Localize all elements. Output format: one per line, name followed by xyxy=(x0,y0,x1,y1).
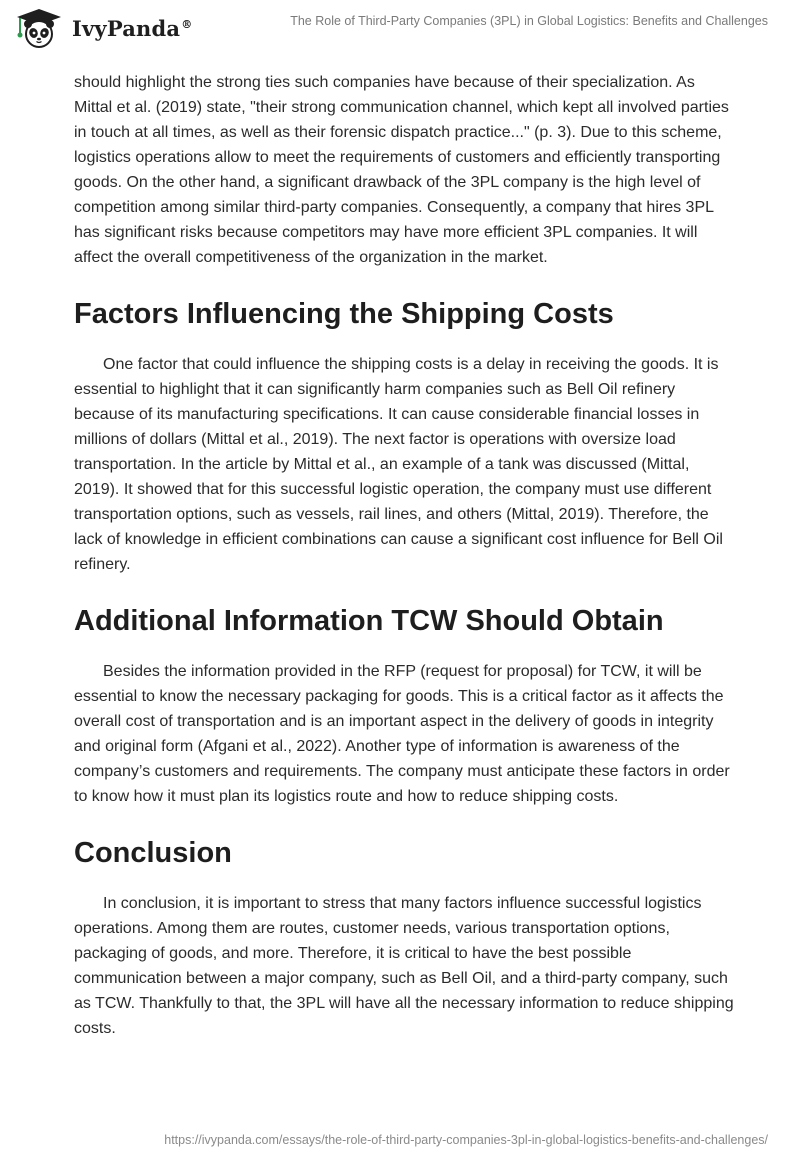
section-heading-conclusion: Conclusion xyxy=(74,837,232,869)
intro-paragraph: should highlight the strong ties such companies have because of their specialization. As Mittal et al. (2019) state, "their strong communication channel, which kept all involved parties in touch at all times, as well as their forensic dispatch practice..." (p. 3). Due to this scheme, logistics operations allow to meet the requirements of customers and efficiently transporting goods. On the other hand, a significant drawback of the 3PL company is the high level of competition among similar third-party companies. Consequently, a company that hires 3PL has significant risks because competitors may have more efficient 3PL companies. It will affect the overall competitiveness of the organization in the market. xyxy=(74,74,729,266)
logo[interactable] xyxy=(14,7,192,49)
section-heading-additional-information: Additional Information TCW Should Obtain xyxy=(74,605,664,637)
section-paragraph-additional-information: Besides the information provided in the RFP (request for proposal) for TCW, it will be essential to know the necessary packaging for goods. This is a critical factor as it affects the overall cost of transportation and is an important aspect in the delivery of goods in integrity and original form (Afgani et al., 2022). Another type of information is awareness of the company’s customers and requirements. The company must anticipate these factors in order to know how it must plan its logistics route and how to reduce shipping costs. xyxy=(74,663,730,805)
source-url-link[interactable]: https://ivypanda.com/essays/the-role-of-third-party-companies-3pl-in-global-logistics-benefits-and-challenges/ xyxy=(164,1133,768,1147)
page-header xyxy=(0,0,800,60)
brand-name: IvyPanda® xyxy=(72,15,193,41)
section-paragraph-conclusion: In conclusion, it is important to stress that many factors influence successful logistics operations. Among them are routes, customer needs, various transportation options, packaging of goods, and more. Therefore, it is critical to have the best possible communication between a major company, such as Bell Oil, and a third-party company, such as TCW. Thankfully to that, the 3PL will have all the necessary information to reduce shipping costs. xyxy=(74,895,734,1037)
essay-content xyxy=(74,70,734,1041)
section-heading-shipping-costs: Factors Influencing the Shipping Costs xyxy=(74,298,614,330)
document-title: The Role of Third-Party Companies (3PL) in Global Logistics: Benefits and Challenges xyxy=(290,14,768,28)
trademark-symbol: ® xyxy=(181,17,193,31)
section-paragraph-shipping-costs: One factor that could influence the shipping costs is a delay in receiving the goods. It is essential to highlight that it can significantly harm companies such as Bell Oil refinery because of its manufacturing specifications. It can cause considerable financial losses in millions of dollars (Mittal et al., 2019). The next factor is operations with oversize load transportation. In the article by Mittal et al., an example of a tank was discussed (Mittal, 2019). It showed that for this successful logistic operation, the company must use different transportation options, such as vessels, rail lines, and others (Mittal, 2019). Therefore, the lack of knowledge in efficient combinations can cause a significant cost influence for Bell Oil refinery. xyxy=(74,356,723,573)
panda-graduation-cap-icon xyxy=(14,7,64,49)
